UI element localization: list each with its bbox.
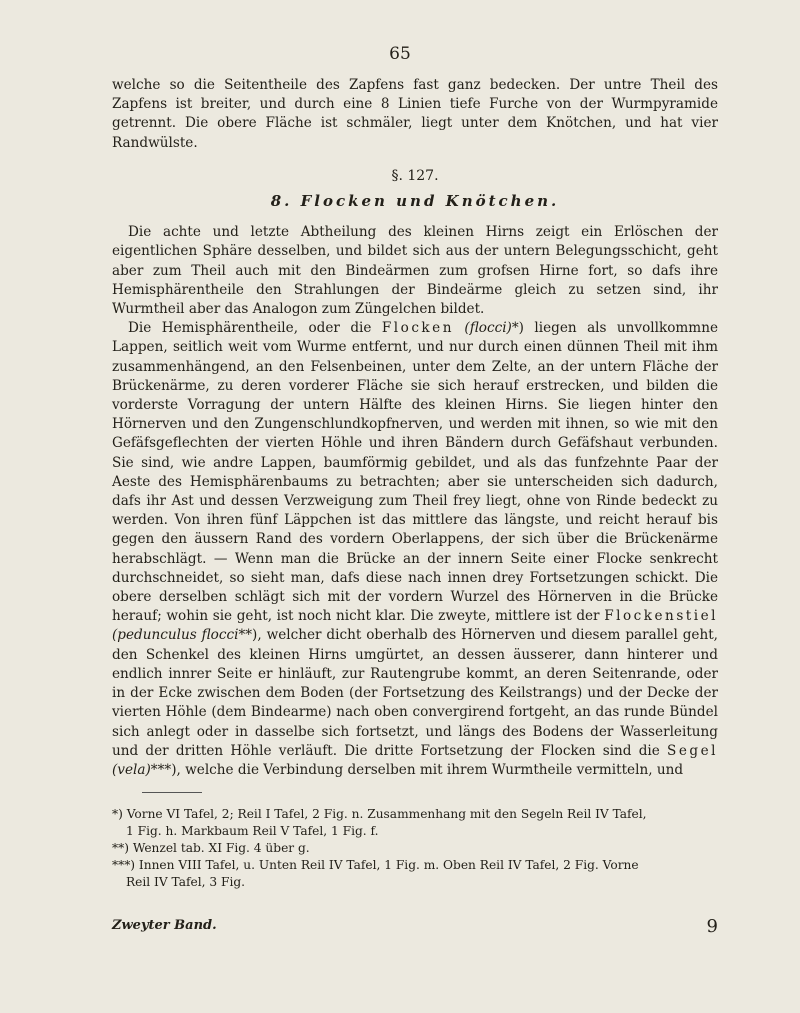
footnote-3-cont: Reil IV Tafel, 3 Fig. — [126, 875, 246, 889]
paragraph-1: Die achte und letzte Abtheilung des kleinen Hirns zeigt ein Erlöschen der eigentlichen Sphäre desselben, und bildet sich aus der untern Belegungsschicht, geht aber zum Theil auch mit den Bindeärmen zum grofsen Hirne fort, so dafs ihre Hemisphärentheile den Strahlungen der Bindeärme gleich zu setzen sind, ihr Wurmtheil aber das Analogon zum Züngelchen bildet. — [112, 224, 718, 318]
intro-paragraph: welche so die Seitentheile des Zapfens fast ganz bedecken. Der untre Theil des Zapfens ist breiter, und durch eine 8 Linien tiefe Furche von der Wurmpyramide getrennt. Die obere Fläche ist schmäler, liegt unter dem Knötchen, und hat vier Randwülste. — [112, 77, 718, 151]
term-flockenstiel: Flockenstiel — [604, 608, 718, 625]
term-segel: Segel — [667, 742, 718, 759]
section-title: 8. Flocken und Knötchen. — [270, 192, 560, 211]
page-footer — [112, 918, 718, 938]
para2-text-c: **), welcher dicht oberhalb des Hörnerven und diesem parallel geht, den Schenkel des kleinen Hirns umgürtet, an dessen äusserer, dann hinterer und endlich innrer Seite er hinläuft, zur Rautengrube kommt, an deren Seitenrande, oder in der Ecke zwischen dem Boden (der Fortsetzung des Keilstrangs) und der Decke der vierten Höhle (dem Bindearme) nach oben convergirend fortgeht, an das runde Bündel sich anlegt oder in dasselbe sich fortsetzt, und längs des Bodens der Wasserleitung und der dritten Höhle verläuft. Die dritte Fortsetzung der Flocken sind die — [112, 627, 718, 759]
term-pedunculus: (pedunculus flocci — [112, 627, 239, 644]
para2-text-b: *) liegen als unvollkommne Lappen, seitlich weit vom Wurme entfernt, und nur durch einen dünnen Theil mit ihm zusammenhängend, an den Felsenbeinen, unter dem Zelte, an der untern Fläche der Brückenärme, zu deren vorderer Fläche sie sich herauf erstrecken, und bilden die vorderste Vorragung der untern Hälfte des kleinen Hirns. Sie liegen hinter den Hörnerven und den Zungenschlundkopfnerven, und werden mit ihnen, so wie mit den Gefäfsgeflechten der vierten Höhle und ihren Bändern durch Gefäfshaut verbunden. Sie sind, wie andre Lappen, baumförmig gebildet, und als das funfzehnte Paar der Aeste des Hemisphärenbaums zu betrachten; aber sie unterscheiden sich dadurch, dafs ihr Ast und dessen Verzweigung zum Theil frey liegt, ohne von Rinde bedeckt zu werden. Von ihren fünf Läppchen ist das mittlere das längste, und reicht herauf bis gegen den äussern Rand des vordern Oberlappens, der sich über die Brückenärme herabschlägt. — Wenn man die Brücke an der innern Seite einer Flocke senkrecht durchschneidet, so sieht man, dafs diese nach innen drey Fortsetzungen schickt. Die obere derselben schlägt sich mit der vordern Wurzel des Hörnerven in die Brücke herauf; wohin sie geht, ist noch nicht klar. Die zweyte, mittlere ist der — [112, 320, 718, 625]
term-flocci: (flocci) — [464, 320, 512, 337]
signature-mark: Zweyter Band. — [112, 918, 217, 933]
section-number: §. 127. — [391, 167, 439, 184]
para2-text-d: ***), welche die Verbindung derselben mit ihrem Wurmtheile vermitteln, und — [150, 761, 684, 778]
footnote-1: *) Vorne VI Tafel, 2; Reil I Tafel, 2 Fig. n. Zusammenhang mit den Segeln Reil IV Tafel, — [112, 807, 647, 821]
term-vela: (vela) — [112, 761, 151, 778]
footnote-1-cont: 1 Fig. h. Markbaum Reil V Tafel, 1 Fig. f. — [126, 824, 379, 838]
footnote-2: **) Wenzel tab. XI Fig. 4 über g. — [112, 841, 310, 855]
paragraph-2 — [112, 319, 718, 780]
main-text — [112, 76, 718, 780]
footnote-rule — [142, 792, 202, 793]
page-number: 65 — [389, 44, 411, 64]
para2-text-a: Die Hemisphärentheile, oder die — [128, 320, 372, 337]
footnote-3: ***) Innen VIII Tafel, u. Unten Reil IV Tafel, 1 Fig. m. Oben Reil IV Tafel, 2 Fig. Vorne — [112, 858, 639, 872]
footnotes — [112, 806, 718, 891]
sheet-number: 9 — [706, 916, 718, 937]
term-flocken: Flocken — [381, 320, 454, 337]
